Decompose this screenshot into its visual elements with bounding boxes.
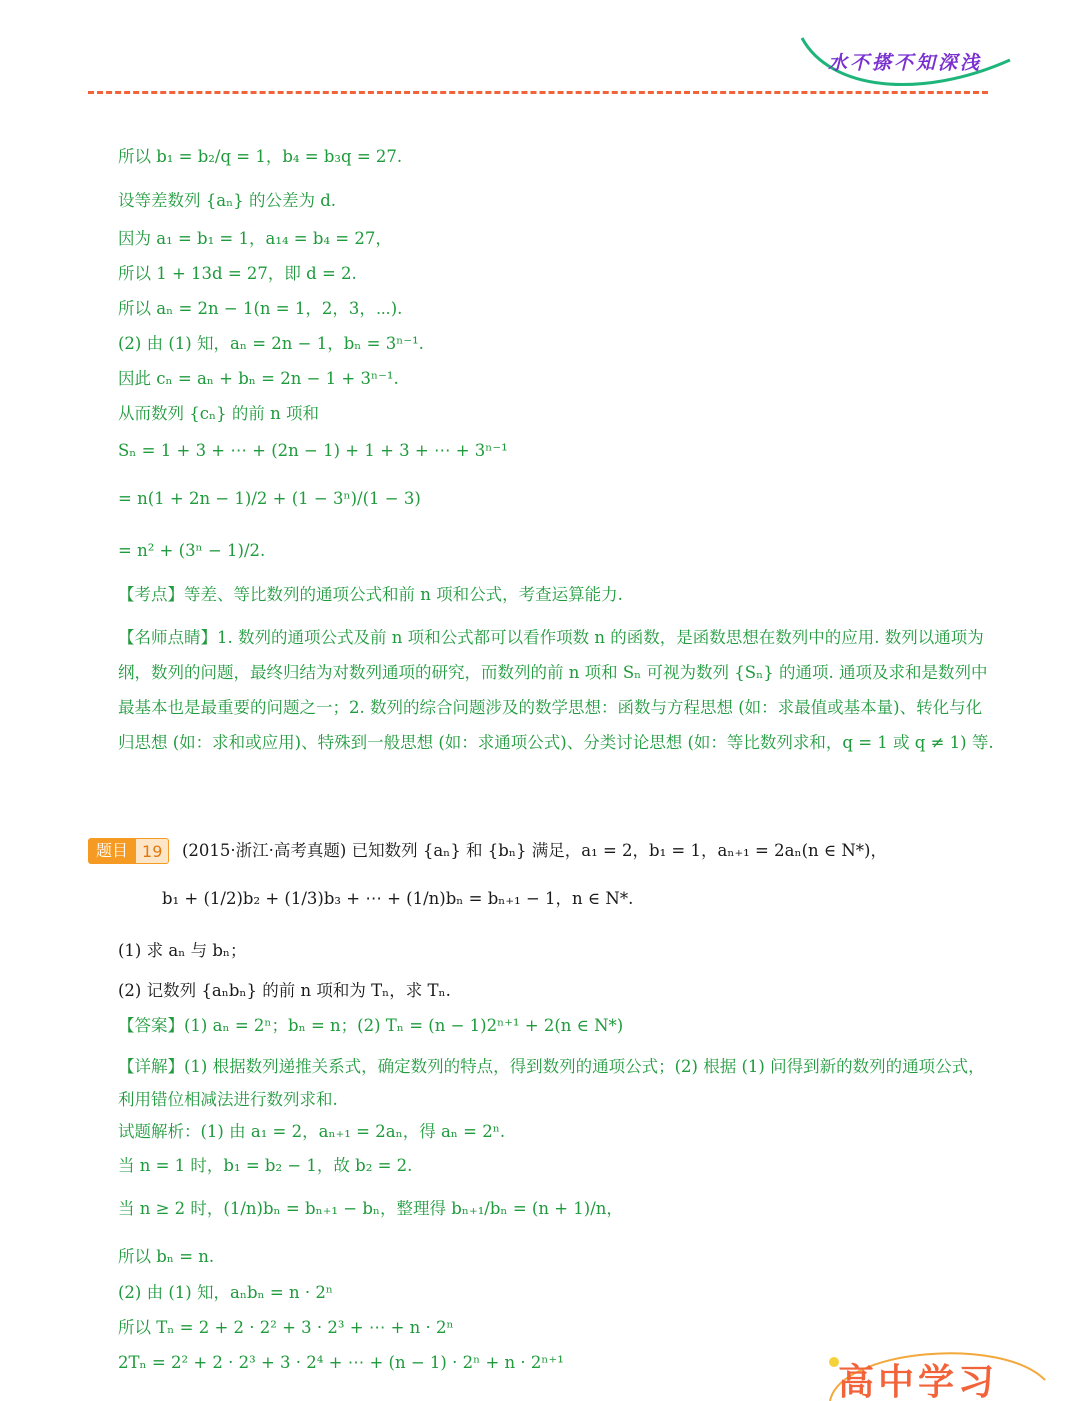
header-motto: 水不搽不知深浅 xyxy=(828,52,983,74)
question-part1: (1) 求 aₙ 与 bₙ； xyxy=(118,941,247,960)
mingshi-note: 【名师点睛】1. 数列的通项公式及前 n 项和公式都可以看作项数 n 的函数，是函数思想在数列中的应用. 数列以通项为纲，数列的问题，最终归结为对数列通项的研究，而数列的前 n 项和 Sₙ 可视为数列 {Sₙ} 的通项. 通项及求和是数列中最基本也是最重要的问题之一；2. 数列的综合问题涉及的数学思想：函数与方程思想 (如：求最值或基本量)、转化与化归思想 (如：求和或应用)、特殊到一般思想 (如：求通项公式)、分类讨论思想 (如：等比数列求和，q = 1 或 q ≠ 1) 等. xyxy=(118,628,994,752)
question-badge-number: 19 xyxy=(136,838,169,864)
step-line: 所以 bₙ = n. xyxy=(118,1247,215,1266)
solution-line: 因此 cₙ = aₙ + bₙ = 2n − 1 + 3ⁿ⁻¹. xyxy=(118,369,399,388)
kaodian-note: 【考点】等差、等比数列的通项公式和前 n 项和公式，考查运算能力. xyxy=(118,585,623,604)
solution-line: 所以 aₙ = 2n − 1(n = 1，2，3，⋯). xyxy=(118,299,403,318)
footer-logo xyxy=(820,1340,1050,1401)
step-line: 当 n ≥ 2 时，(1/n)bₙ = bₙ₊₁ − bₙ，整理得 bₙ₊₁/bₙ = (n + 1)/n， xyxy=(118,1199,623,1218)
header-divider xyxy=(88,91,988,94)
question-stem: (2015·浙江·高考真题) 已知数列 {aₙ} 和 {bₙ} 满足，a₁ = 2，b₁ = 1，aₙ₊₁ = 2aₙ(n ∈ N*)， xyxy=(182,841,887,860)
solution-line: 所以 1 + 13d = 27，即 d = 2. xyxy=(118,264,357,283)
solution-line: = n(1 + 2n − 1)/2 + (1 − 3ⁿ)/(1 − 3) xyxy=(118,489,421,508)
question-badge xyxy=(88,838,169,864)
step-line: (2) 由 (1) 知，aₙbₙ = n · 2ⁿ xyxy=(118,1283,333,1302)
detail-note: 【详解】(1) 根据数列递推关系式，确定数列的特点，得到数列的通项公式；(2) 根据 (1) 问得到新的数列的通项公式，利用错位相减法进行数列求和. xyxy=(118,1057,985,1109)
step-line: 2Tₙ = 2² + 2 · 2³ + 3 · 2⁴ + ⋯ + (n − 1) · 2ⁿ + n · 2ⁿ⁺¹ xyxy=(118,1353,564,1372)
question-condition: b₁ + (1/2)b₂ + (1/3)b₃ + ⋯ + (1/n)bₙ = bₙ₊₁ − 1，n ∈ N*. xyxy=(162,889,634,908)
solution-line: Sₙ = 1 + 3 + ⋯ + (2n − 1) + 1 + 3 + ⋯ + 3ⁿ⁻¹ xyxy=(118,441,508,460)
step-line: 所以 Tₙ = 2 + 2 · 2² + 3 · 2³ + ⋯ + n · 2ⁿ xyxy=(118,1318,454,1337)
footer-logo-text: 高中学习 xyxy=(838,1362,999,1401)
solution-line: 设等差数列 {aₙ} 的公差为 d. xyxy=(118,191,337,210)
step-line: 当 n = 1 时，b₁ = b₂ − 1，故 b₂ = 2. xyxy=(118,1156,413,1175)
solution-line: = n² + (3ⁿ − 1)/2. xyxy=(118,541,266,560)
solution-line: (2) 由 (1) 知，aₙ = 2n − 1，bₙ = 3ⁿ⁻¹. xyxy=(118,334,424,353)
step-line: 试题解析：(1) 由 a₁ = 2，aₙ₊₁ = 2aₙ，得 aₙ = 2ⁿ. xyxy=(118,1122,506,1141)
answer-line: 【答案】(1) aₙ = 2ⁿ；bₙ = n；(2) Tₙ = (n − 1)2ⁿ⁺¹ + 2(n ∈ N*) xyxy=(118,1016,624,1035)
solution-line: 因为 a₁ = b₁ = 1，a₁₄ = b₄ = 27， xyxy=(118,229,392,248)
question-part2: (2) 记数列 {aₙbₙ} 的前 n 项和为 Tₙ，求 Tₙ. xyxy=(118,981,451,1000)
solution-line: 从而数列 {cₙ} 的前 n 项和 xyxy=(118,404,319,423)
question-badge-label: 题目 xyxy=(88,838,136,864)
header-logo xyxy=(800,30,1020,100)
solution-line: 所以 b₁ = b₂/q = 1，b₄ = b₃q = 27. xyxy=(118,147,403,166)
